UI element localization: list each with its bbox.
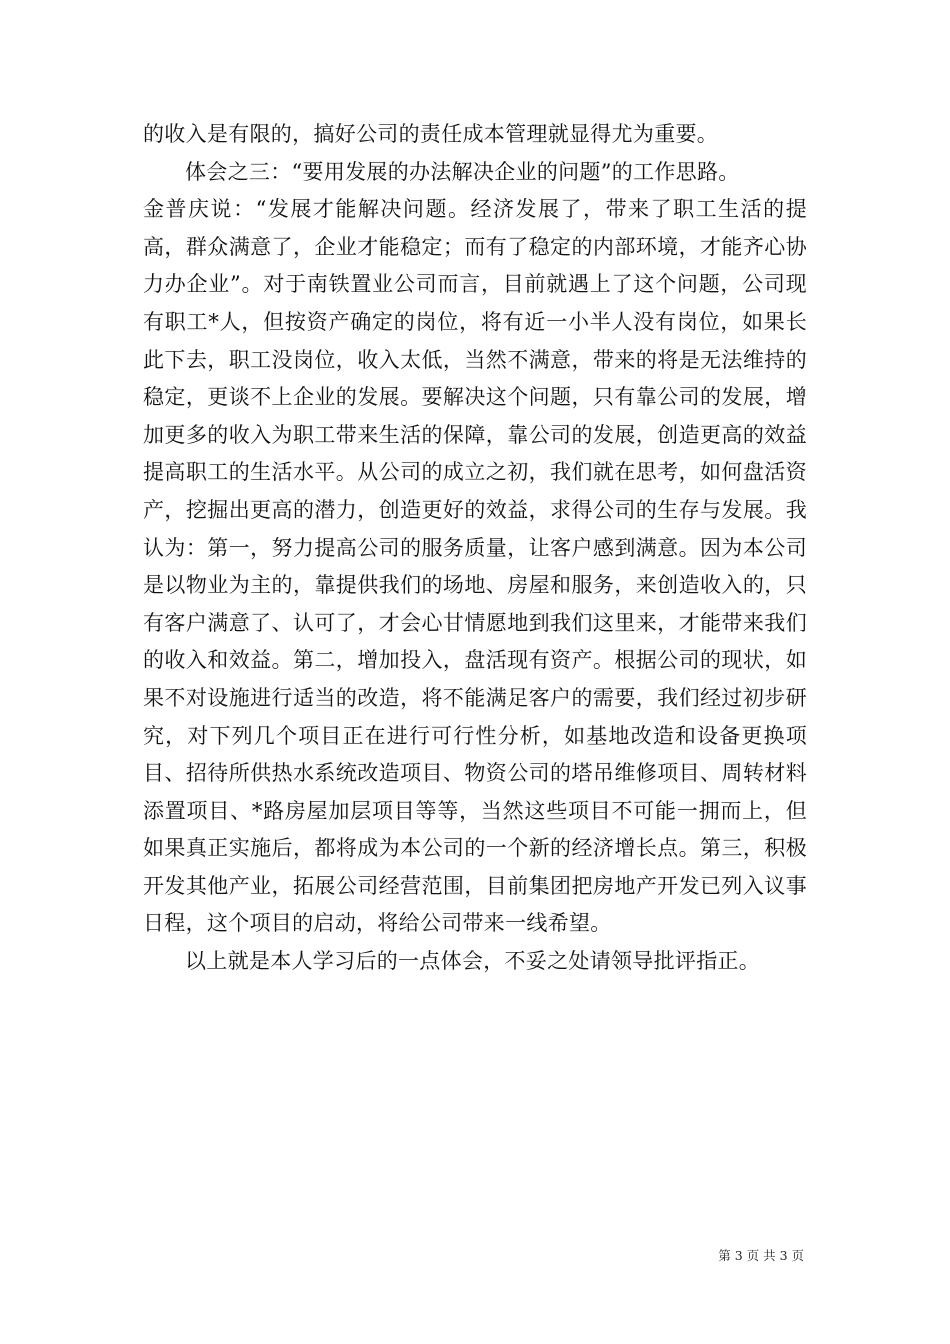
paragraph-4: 以上就是本人学习后的一点体会，不妥之处请领导批评指正。 <box>185 949 761 974</box>
paragraph-3: 金普庆说：“发展才能解决问题。经济发展了，带来了职工生活的提高，群众满意了，企业才能稳定；而有了稳定的内部环境，才能齐心协力办企业”。对于南铁置业公司而言，目前就遇上了这个问题，公司现有职工*人，但按资产确定的岗位，将有近一小半人没有岗位，如果长此下去，职工没岗位，收入太低，当然不满意，带来的将是无法维持的稳定，更谈不上企业的发展。要解决这个问题，只有靠公司的发展，增加更多的收入为职工带来生活的保障，靠公司的发展，创造更高的效益提高职工的生活水平。从公司的成立之初，我们就在思考，如何盘活资产，挖掘出更高的潜力，创造更好的效益，求得公司的生存与发展。我认为：第一，努力提高公司的服务质量，让客户感到满意。因为本公司是以物业为主的，靠提供我们的场地、房屋和服务，来创造收入的，只有客户满意了、认可了，才会心甘情愿地到我们这里来，才能带来我们的收入和效益。第二，增加投入，盘活现有资产。根据公司的现状，如果不对设施进行适当的改造，将不能满足客户的需要，我们经过初步研究，对下列几个项目正在进行可行性分析，如基地改造和设备更换项目、招待所供热水系统改造项目、物资公司的塔吊维修项目、周转材料添置项目、*路房屋加层项目等等，当然这些项目不可能一拥而上，但如果真正实施后，都将成为本公司的一个新的经济增长点。第三，积极开发其他产业，拓展公司经营范围，目前集团把房地产开发已列入议事日程，这个项目的启动，将给公司带来一线希望。 <box>143 197 807 936</box>
paragraph-1: 的收入是有限的，搞好公司的责任成本管理就显得尤为重要。 <box>143 122 719 146</box>
paragraph-2: 体会之三：“要用发展的办法解决企业的问题”的工作思路。 <box>185 159 740 184</box>
page-number: 第 3 页 共 3 页 <box>718 1248 804 1263</box>
body-text <box>143 116 807 981</box>
page-footer <box>0 1246 950 1266</box>
